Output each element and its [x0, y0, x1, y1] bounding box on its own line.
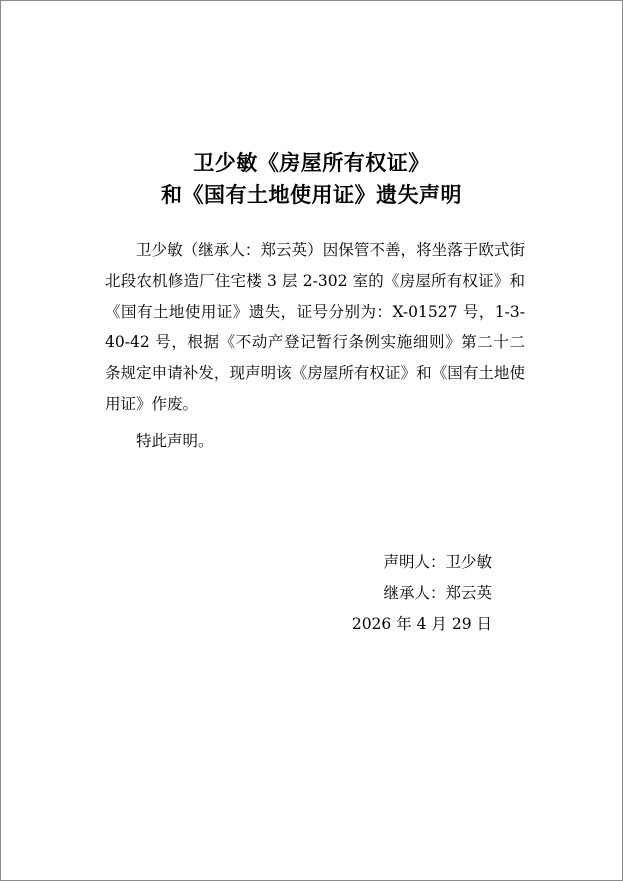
notice-date: 2026 年 4 月 29 日 — [351, 615, 492, 633]
heir-line: 继承人：郑云英 — [383, 584, 492, 602]
notice-title-line-1: 卫少敏《房屋所有权证》 — [193, 150, 430, 175]
notice-closing: 特此声明。 — [136, 432, 214, 450]
notice-title-line-2: 和《国有土地使用证》遗失声明 — [161, 182, 462, 207]
declarant-line: 声明人：卫少敏 — [383, 553, 492, 571]
notice-body-paragraph: 卫少敏（继承人：郑云英）因保管不善，将坐落于欧式街北段农机修造厂住宅楼 3 层 2-302 室的《房屋所有权证》和《国有土地使用证》遗失，证号分别为：X-01527 号，1-3-40-42 号，根据《不动产登记暂行条例实施细则》第二十二条规定申请补发，现声明该《房屋所有权证》和《国有土地使用证》作废。 — [105, 241, 525, 413]
